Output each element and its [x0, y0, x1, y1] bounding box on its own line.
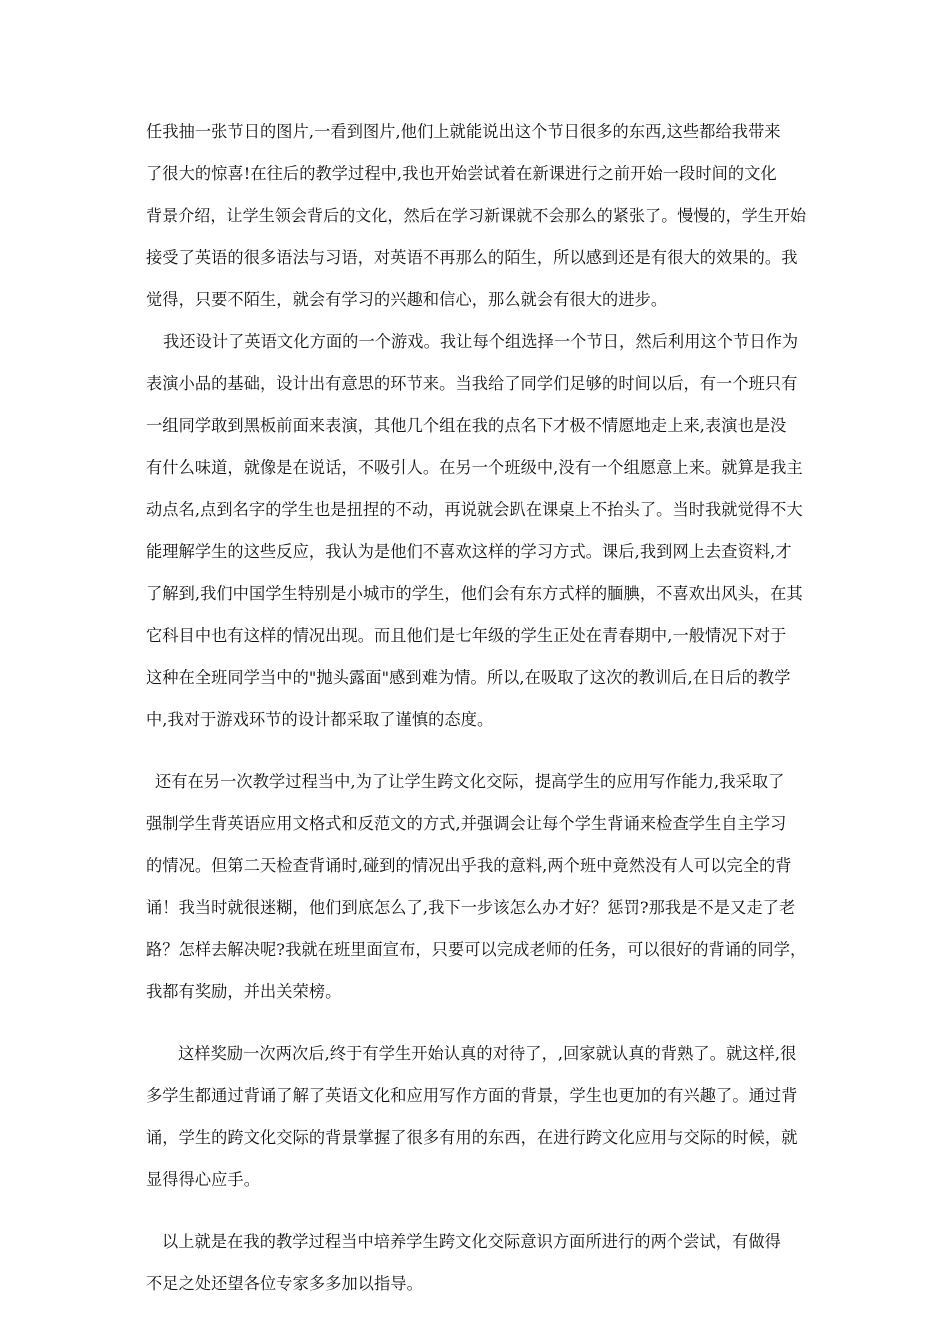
- text-line: 路？怎样去解决呢?我就在班里面宣布，只要可以完成老师的任务，可以很好的背诵的同学，: [146, 940, 807, 959]
- text-line: 动点名,点到名字的学生也是扭捏的不动，再说就会趴在课桌上不抬头了。当时我就觉得不大: [146, 500, 803, 519]
- text-line: 多学生都通过背诵了解了英语文化和应用写作方面的背景，学生也更加的有兴趣了。通过背: [146, 1086, 798, 1105]
- text-line: 了解到,我们中国学生特别是小城市的学生，他们会有东方式样的腼腆，不喜欢出风头，在其: [146, 584, 803, 603]
- text-line: 觉得，只要不陌生，就会有学习的兴趣和信心，那么就会有很大的进步。: [146, 290, 668, 309]
- text-line: 它科目中也有这样的情况出现。而且他们是七年级的学生正处在青春期中,一般情况下对于: [146, 626, 787, 645]
- text-line: 了很大的惊喜!在往后的教学过程中,我也开始尝试着在新课进行之前开始一段时间的文化: [146, 164, 777, 183]
- text-line: 强制学生背英语应用文格式和反范文的方式,并强调会让每个学生背诵来检查学生自主学习: [146, 814, 787, 833]
- text-line: 这种在全班同学当中的"抛头露面"感到难为情。所以,在吸取了这次的教训后,在日后的教学: [146, 668, 791, 687]
- text-line: 我还设计了英语文化方面的一个游戏。我让每个组选择一个节日，然后利用这个节日作为: [163, 332, 799, 351]
- text-line: 背景介绍，让学生领会背后的文化，然后在学习新课就不会那么的紧张了。慢慢的，学生开始: [146, 206, 807, 225]
- text-line: 的情况。但第二天检查背诵时,碰到的情况出乎我的意料,两个班中竟然没有人可以完全的背: [146, 856, 792, 875]
- text-line: 诵！我当时就很迷糊，他们到底怎么了,我下一步该怎么办才好？惩罚?那我是不是又走了老: [146, 898, 796, 917]
- text-line: 中,我对于游戏环节的设计都采取了谨慎的态度。: [146, 710, 494, 729]
- text-line: 表演小品的基础，设计出有意思的环节来。当我给了同学们足够的时间以后，有一个班只有: [146, 374, 798, 393]
- text-line: 能理解学生的这些反应，我认为是他们不喜欢这样的学习方式。课后,我到网上去查资料,才: [146, 542, 792, 561]
- text-line: 有什么味道，就像是在说话，不吸引人。在另一个班级中,没有一个组愿意上来。就算是我主: [146, 458, 803, 477]
- text-line: 接受了英语的很多语法与习语，对英语不再那么的陌生，所以感到还是有很大的效果的。我: [146, 248, 798, 267]
- text-line: 以上就是在我的教学过程当中培养学生跨文化交际意识方面所进行的两个尝试，有做得: [162, 1232, 781, 1251]
- text-line: 这样奖励一次两次后,终于有学生开始认真的对待了，,回家就认真的背熟了。就这样,很: [178, 1044, 797, 1063]
- text-line: 不足之处还望各位专家多多加以指导。: [146, 1274, 423, 1293]
- text-line: 我都有奖励，并出关荣榜。: [146, 982, 342, 1001]
- text-line: 一组同学敢到黑板前面来表演，其他几个组在我的点名下才极不情愿地走上来,表演也是没: [146, 416, 787, 435]
- text-line: 还有在另一次教学过程当中,为了让学生跨文化交际，提高学生的应用写作能力,我采取了: [155, 772, 785, 791]
- text-line: 诵，学生的跨文化交际的背景掌握了很多有用的东西，在进行跨文化应用与交际的时候，就: [146, 1128, 798, 1147]
- text-line: 显得得心应手。: [146, 1170, 261, 1189]
- text-line: 任我抽一张节日的图片,一看到图片,他们上就能说出这个节日很多的东西,这些都给我带来: [146, 122, 781, 141]
